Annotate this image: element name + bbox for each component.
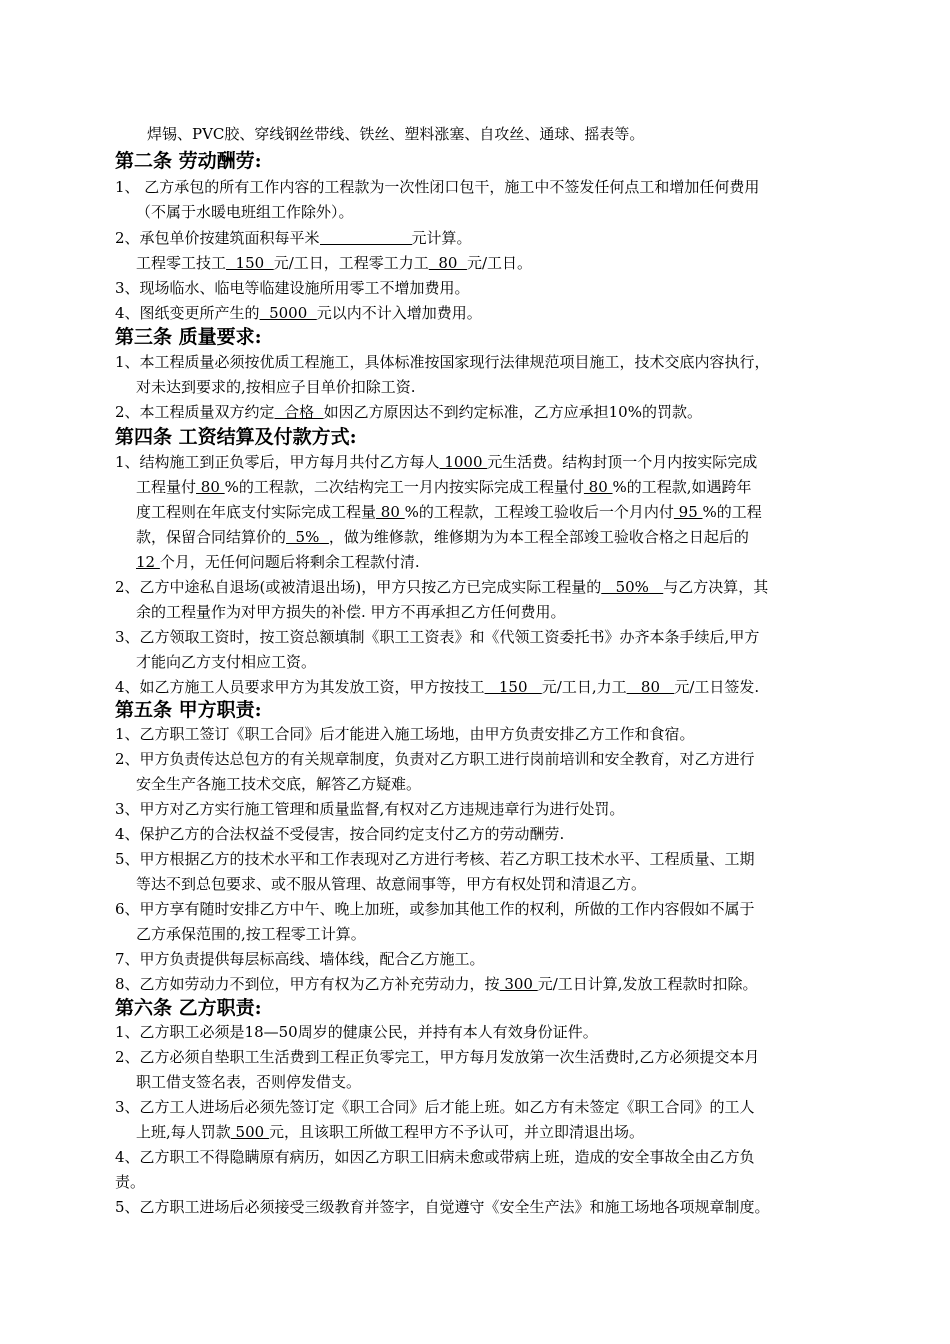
change-limit-value: 5000 (259, 304, 317, 322)
section-5-title: 第五条 甲方职责: (115, 699, 262, 721)
retention-percent-value: 5% (286, 528, 329, 546)
s4-item-3-line-2: 才能向乙方支付相应工资。 (136, 653, 317, 671)
skilled-rate-value: 150 (226, 254, 274, 272)
s3-item-2: 2、本工程质量双方约定 合格 如因乙方原因达不到约定标准，乙方应承担10%的罚款。 (115, 403, 702, 421)
s4-item-2-line-1: 2、乙方中途私自退场(或被清退出场)，甲方只按乙方已完成实际工程量的 50% 与乙方决算，其 (115, 578, 769, 596)
s5-item-7: 7、甲方负责提供每层标高线、墙体线，配合乙方施工。 (115, 950, 485, 968)
living-allowance-value: 1000 (439, 453, 488, 471)
s5-item-5-line-2: 等达不到总包要求、或不服从管理、故意闹事等，甲方有权处罚和清退乙方。 (136, 875, 647, 893)
s5-item-5-line-1: 5、甲方根据乙方的技术水平和工作表现对乙方进行考核、若乙方职工技术水平、工程质量、工期 (115, 850, 755, 868)
s4-item-3-line-1: 3、乙方领取工资时，按工资总额填制《职工工资表》和《代领工资委托书》办齐本条手续后,甲方 (115, 628, 760, 646)
warranty-months-value: 12 (136, 553, 160, 571)
s4-item-1-line-2: 工程量付 80 %的工程款，二次结构完工一月内按实际完成工程量付 80 %的工程款,如遇跨年 (136, 478, 752, 496)
labor-rate-value: 80 (428, 254, 467, 272)
s3-item-1-line-1: 1、本工程质量必须按优质工程施工，具体标准按国家现行法律规范项目施工，技术交底内容执行， (115, 353, 770, 371)
intro-line: 焊锡、PVC胶、穿线钢丝带线、铁丝、塑料涨塞、自攻丝、通球、摇表等。 (147, 125, 645, 143)
s5-item-4: 4、保护乙方的合法权益不受侵害，按合同约定支付乙方的劳动酬劳. (115, 825, 565, 843)
s6-item-1: 1、乙方职工必须是18—50周岁的健康公民，并持有本人有效身份证件。 (115, 1023, 598, 1041)
s6-item-2-line-1: 2、乙方必须自垫职工生活费到工程正负零完工，甲方每月发放第一次生活费时,乙方必须提交本月 (115, 1048, 760, 1066)
s5-item-1: 1、乙方职工签订《职工合同》后才能进入施工场地，由甲方负责安排乙方工作和食宿。 (115, 725, 695, 743)
s6-item-2-line-2: 职工借支签名表，否则停发借支。 (136, 1073, 362, 1091)
s6-item-5: 5、乙方职工进场后必须接受三级教育并签字，自觉遵守《安全生产法》和施工场地各项规章制度。 (115, 1198, 770, 1216)
section-3-title: 第三条 质量要求: (115, 326, 262, 348)
unit-price-blank (320, 228, 412, 245)
section-6-title: 第六条 乙方职责: (115, 997, 262, 1019)
s5-item-2-line-1: 2、甲方负责传达总包方的有关规章制度，负责对乙方职工进行岗前培训和安全教育，对乙方进行 (115, 750, 755, 768)
s4-item-1-line-5: 12 个月，无任何问题后将剩余工程款付清. (136, 553, 420, 571)
s6-item-3-line-2: 上班,每人罚款 500 元，且该职工所做工程甲方不予认可，并立即清退出场。 (136, 1123, 644, 1141)
s6-item-3-line-1: 3、乙方工人进场后必须先签订定《职工合同》后才能上班。如乙方有未签定《职工合同》的工人 (115, 1098, 755, 1116)
s4-item-1-line-4: 款，保留合同结算价的 5% ，做为维修款，维修期为为本工程全部竣工验收合格之日起后的 (136, 528, 749, 546)
s2-item-3: 3、现场临水、临电等临建设施所用零工不增加费用。 (115, 279, 470, 297)
s4-item-1-line-1: 1、结构施工到正负零后，甲方每月共付乙方每人 1000 元生活费。结构封顶一个月内按实际完成 (115, 453, 758, 471)
s4-item-2-line-2: 余的工程量作为对甲方损失的补偿. 甲方不再承担乙方任何费用。 (136, 603, 566, 621)
labor-supplement-rate-value: 300 (499, 975, 538, 993)
penalty-value: 500 (230, 1123, 269, 1141)
quality-grade-value: 合格 (274, 403, 324, 421)
s5-item-6-line-1: 6、甲方享有随时安排乙方中午、晚上加班，或参加其他工作的权利，所做的工作内容假如不属于 (115, 900, 755, 918)
s5-item-3: 3、甲方对乙方实行施工管理和质量监督,有权对乙方违规违章行为进行处罚。 (115, 800, 625, 818)
s5-item-6-line-2: 乙方承保范围的,按工程零工计算。 (136, 925, 366, 943)
s5-item-2-line-2: 安全生产各施工技术交底，解答乙方疑难。 (136, 775, 422, 793)
s2-item-1-line-1: 1、 乙方承包的所有工作内容的工程款为一次性闭口包干，施工中不签发任何点工和增加任何费用 (115, 178, 760, 196)
s5-item-8: 8、乙方如劳动力不到位，甲方有权为乙方补充劳动力，按 300 元/工日计算,发放工程款时扣除。 (115, 975, 758, 993)
s6-item-4-line-1: 4、乙方职工不得隐瞒原有病历，如因乙方职工旧病未愈或带病上班，造成的安全事故全由乙方负 (115, 1148, 755, 1166)
s2-item-2-line-1: 2、承包单价按建筑面积每平米 元计算。 (115, 229, 472, 247)
section-4-title: 第四条 工资结算及付款方式: (115, 426, 357, 448)
s3-item-1-line-2: 对未达到要求的,按相应子目单价扣除工资. (136, 378, 416, 396)
s6-item-4-line-2: 责。 (115, 1173, 146, 1191)
section-2-title: 第二条 劳动酬劳: (115, 150, 262, 172)
s4-item-1-line-3: 度工程则在年底支付实际完成工程量 80 %的工程款，工程竣工验收后一个月内付 95 %的工程 (136, 503, 762, 521)
s2-item-4: 4、图纸变更所产生的 5000 元以内不计入增加费用。 (115, 304, 482, 322)
s2-item-1-line-2: （不属于水暖电班组工作除外）。 (136, 203, 354, 221)
s4-item-4: 4、如乙方施工人员要求甲方为其发放工资，甲方按技工 150 元/工日,力工 80 元/工日签发. (115, 678, 760, 696)
s2-item-2-line-2: 工程零工技工 150 元/工日，工程零工力工 80 元/工日。 (136, 254, 533, 272)
